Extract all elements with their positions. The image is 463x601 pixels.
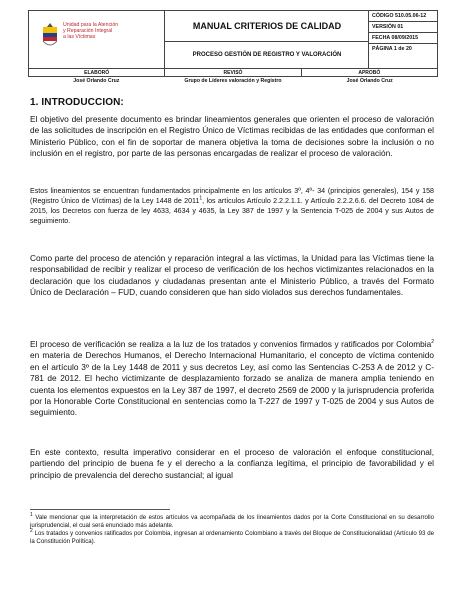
organization-name: Unidad para la Atención y Reparación Integral a las Víctimas — [63, 22, 119, 40]
footnote-ref-1: 1 — [199, 195, 203, 202]
paragraph-legal-basis: Estos lineamientos se encuentran fundamentados principalmente en los artículos 3º, 4º- 34 (principios generales), 154 y 158 (Registro Único de Víctimas) de la Ley 1448 de 2011$^1$, los artículos Artículo 2.2.2.1.1. y Artículo 2.2.2.6.6. del Decreto 1084 de 2015, los Decretos con fuerza de ley 4633, 4634 y 4635, la Ley 387 de 1997 y la Sentencia T-025 de 2004 y sus Autos de seguimiento. — [30, 187, 434, 225]
paragraph-verification: El proceso de verificación se realiza a la luz de los tratados y convenios firmados y ratificados por Colombia$^2$ en materia de Derechos Humanos, el Derecho Internacional Humanitario, el concepto de víctima contenido en el artículo 3º de la Ley 1448 de 2011 y sus decretos Ley, así como las Sentencias C-253 A de 2012 y C-781 de 2012. El hecho victimizante de desplazamiento forzado se analiza de manera amplia teniendo en cuenta los elementos expuestos en la Ley 387 de 1997, el decreto 2569 de 2000 y la jurisprudencia proferida por la Honorable Corte Constitucional en sentencias como la T-227 de 1997 y T-025 de 2004 y sus Autos de seguimiento. — [30, 339, 434, 418]
paragraph-objective: El objetivo del presente documento es brindar lineamientos generales que orienten el proceso de valoración de las solicitudes de inscripción en el Registro Único de Víctimas recibidas de las entidades que conforman el Ministerio Público, con el fin de soportar de manera objetiva la toma de decisiones sobre la inclusión o no inclusión en el registro, por parte de las personas encargadas de realizar el proceso de valoración. — [30, 114, 434, 159]
document-code: CÓDIGO 510.05.06-12 — [369, 11, 437, 22]
document-version: VERSIÓN 01 — [369, 22, 437, 33]
footnote-2: $^2$ Los tratados y convenios ratificados por Colombia, ingresan al ordenamiento Colombiano a través del Bloque de Constitucionalidad (Artículo 93 de la Constitución Política). — [30, 527, 434, 545]
colombia-shield-logo-icon — [41, 21, 59, 49]
paragraph-attention-process: Como parte del proceso de atención y reparación integral a las víctimas, la Unidad para las Víctimas tiene la responsabilidad de recibir y realizar el proceso de verificación de los hechos victimizantes relacionados en la declaración que los ciudadanos y ciudadanas presentan ante el Ministerio Público, a través del Formato Único de Declaración – FUD, cuando consideren que han sido violados sus derechos fundamentales. — [30, 253, 434, 298]
logo-cell — [29, 11, 165, 68]
metadata-cell — [369, 11, 437, 68]
name-elaboro: José Orlando Cruz — [73, 78, 120, 84]
footnote-1: $^1$ Vale mencionar que la interpretación de estos artículos va acompañada de los lineamientos dados por la Corte Constitucional en su desarrollo jurisprudencial, el cual será enunciado más adelante. — [30, 511, 434, 529]
document-header-table — [28, 10, 438, 77]
page-number: PÁGINA 1 de 20 — [372, 46, 412, 52]
title-cell — [165, 11, 369, 68]
document-title: MANUAL CRITERIOS DE CALIDAD — [165, 11, 369, 42]
document-date: FECHA 08/09/2015 — [369, 33, 437, 44]
footnote-ref-2: 2 — [431, 339, 434, 346]
role-elaboro: ELABORÓ — [29, 69, 165, 77]
name-aprobo: José Orlando Cruz — [346, 78, 393, 84]
approval-names-row — [28, 77, 438, 85]
name-reviso: Grupo de Líderes valoración y Registro — [184, 78, 282, 84]
approval-roles-row — [29, 68, 437, 77]
footnote-divider — [30, 509, 170, 510]
paragraph-context: En este contexto, resulta imperativo considerar en el proceso de valoración el enfoque constitucional, partiendo del principio de buena fe y el derecho a la confianza legítima, el principio de favorabilidad y el principio de prevalencia del derecho sustancial; al igual — [30, 447, 434, 480]
role-aprobo: APROBÓ — [358, 70, 381, 76]
role-reviso: REVISÓ — [165, 69, 301, 77]
document-subtitle: PROCESO GESTIÓN DE REGISTRO Y VALORACIÓN — [192, 52, 342, 58]
section-heading: 1. INTRODUCCION: — [30, 97, 124, 108]
